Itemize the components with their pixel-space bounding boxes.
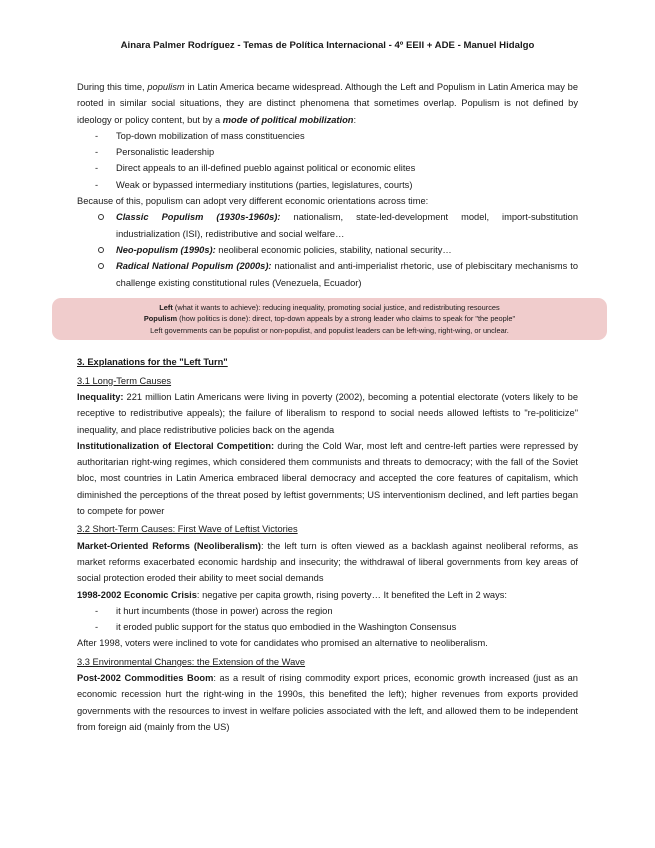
institutionalization-paragraph: [77, 438, 578, 519]
list-item: - Direct appeals to an ill-defined pueblo against political or economic elites: [77, 160, 578, 176]
populism-traits-list: [77, 128, 578, 193]
list-item: - Personalistic leadership: [77, 144, 578, 160]
commodities-boom-text: : as a result of rising commodity export prices, economic growth increased (just as an economic recession hurt the right-wing in the 1990s, this benefited the left); higher revenues from exports provided governments with the resources to invest in welfare policies associated with the left, and allowed them to be independent from foreign aid (mainly from the US): [77, 673, 578, 732]
list-item: - Top-down mobilization of mass constituencies: [77, 128, 578, 144]
institutionalization-term: Institutionalization of Electoral Competition:: [77, 440, 275, 451]
orientation-text: nationalist and anti-imperialist rhetoric, use of plebiscitary mechanisms to challenge existing constitutional rules (Venezuela, Ecuador): [116, 261, 578, 288]
box-populism-text: (how politics is done): direct, top-down appeals by a strong leader who claims to speak for "the people": [177, 314, 516, 324]
populism-term: populism: [147, 82, 185, 92]
orientation-term: Neo-populism (1990s):: [116, 244, 216, 255]
subsection-3-2-title: 3.2 Short-Term Causes: First Wave of Leftist Victories: [77, 524, 298, 535]
intro-text-1: During this time,: [77, 82, 148, 92]
box-line-populism: [58, 313, 601, 325]
crisis-effects-list: [77, 603, 578, 636]
list-item: [77, 258, 578, 291]
list-item: - it hurt incumbents (those in power) across the region: [77, 603, 578, 619]
orientations-list: [77, 209, 578, 290]
page-header: Ainara Palmer Rodríguez - Temas de Política Internacional - 4º EEII + ADE - Manuel Hidalgo: [120, 40, 535, 51]
commodities-boom-paragraph: [77, 670, 578, 735]
commodities-boom-term: Post-2002 Commodities Boom: [77, 673, 214, 683]
inequality-text: 221 million Latin Americans were living in poverty (2002), becoming a potential electorate (voters likely to be receptive to redistributive appeals); the failure of liberalism to respond to social needs allowed leftists to "re-politicize" inequality, and place redistributive policies back on the agenda: [77, 391, 578, 435]
market-reforms-paragraph: [77, 538, 578, 587]
mode-term: mode of political mobilization: [222, 114, 354, 125]
box-populism-term: Populism: [143, 314, 178, 324]
left-vs-populism-box: [52, 298, 607, 341]
market-reforms-term: Market-Oriented Reforms (Neoliberalism): [77, 540, 261, 551]
orientation-text: neoliberal economic policies, stability, national security…: [215, 244, 452, 255]
crisis-term: 1998-2002 Economic Crisis: [77, 589, 197, 600]
orientation-text: nationalism, state-led-development model, import-substitution industrialization (ISI), redistributive and social welfare…: [116, 212, 578, 239]
orientation-term: Classic Populism (1930s-1960s):: [116, 212, 281, 223]
box-line-3: Left governments can be populist or non-populist, and populist leaders can be left-wing, right-wing, or unclear.: [150, 325, 509, 335]
box-left-term: Left: [159, 302, 173, 312]
intro-paragraph: [77, 79, 578, 128]
inequality-term: Inequality:: [77, 391, 124, 402]
subsection-3-3-title: 3.3 Environmental Changes: the Extension of the Wave: [77, 656, 306, 667]
list-item: [77, 209, 578, 242]
market-reforms-text: : the left turn is often viewed as a backlash against neoliberal reforms, as market reforms exacerbated economic hardship and insecurity; the withdrawal of liberal governments from key areas of social protection eroded their ability to meet social demands: [77, 540, 578, 584]
box-line-left: [58, 302, 601, 314]
box-left-text: (what it wants to achieve): reducing inequality, promoting social justice, and redistributing resources: [172, 302, 500, 312]
crisis-paragraph: [77, 587, 578, 603]
list-item: - it eroded public support for the status quo embodied in the Washington Consensus: [77, 619, 578, 635]
orientation-term: Radical National Populism (2000s):: [116, 261, 272, 272]
after-1998-paragraph: After 1998, voters were inclined to vote for candidates who promised an alternative to neoliberalism.: [77, 638, 488, 649]
list-item: [77, 242, 578, 258]
inequality-paragraph: [77, 389, 578, 438]
crisis-text: : negative per capita growth, rising poverty… It benefited the Left in 2 ways:: [196, 589, 507, 600]
intro-text-2: in Latin America became widespread. Although the Left and Populism in Latin America may be rooted in similar social situations, they are distinct phenomena that sometimes overlap. Populism is not defined by ideology or policy content, but by a: [77, 82, 578, 125]
orientations-intro: Because of this, populism can adopt very different economic orientations across time:: [77, 196, 429, 207]
list-item: - Weak or bypassed intermediary institutions (parties, legislatures, courts): [77, 177, 578, 193]
institutionalization-text: during the Cold War, most left and centre-left parties were repressed by authoritarian right-wing regimes, which considered them communists and threats to democracy; with the fall of the Soviet bloc, most countries in Latin America embraced liberal democracy and accepted the core features of capitalism, which diminished the perceptions of the threat posed by leftist governments; US interventionism declined, and left parties began to compete for power: [77, 440, 579, 517]
section-3-title: 3. Explanations for the "Left Turn": [77, 357, 228, 368]
intro-text-3: :: [353, 114, 357, 125]
subsection-3-1-title: 3.1 Long-Term Causes: [77, 375, 172, 386]
document-body: [77, 79, 578, 735]
